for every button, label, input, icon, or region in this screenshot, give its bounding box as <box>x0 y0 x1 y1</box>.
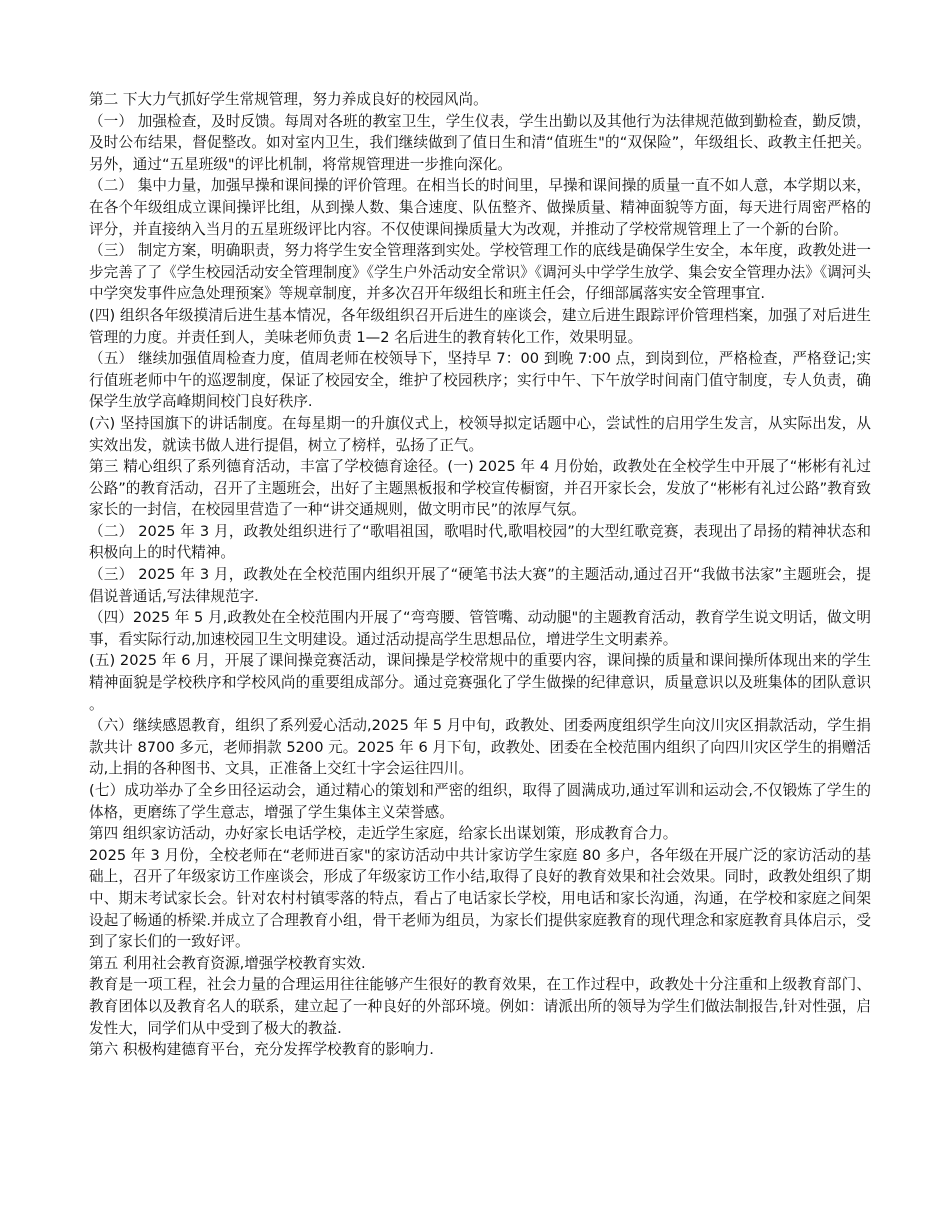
section-2-heading: 第二 下大力气抓好学生常规管理，努力养成良好的校园风尚。 <box>89 91 488 108</box>
section-3-item-2: （二） 2025 年 3 月，政教处组织进行了“歌唱祖国，歌唱时代,歌唱校园”的大型红歌竞赛，表现出了昂扬的精神状态和积极向上的时代精神。 <box>89 522 871 562</box>
section-2-item-2: （二） 集中力量，加强早操和课间操的评价管理。在相当长的时间里，早操和课间操的质量一直不如人意，本学期以来，在各个年级组成立课间操评比组，从到操人数、集合速度、队伍整齐、做操质量、精神面貌等方面，每天进行周密严格的评分，并直接纳入当月的五星班级评比内容。不仅使课间操质量大为改观，并推动了学校常规管理上了一个新的台阶。 <box>89 177 871 238</box>
document-body <box>89 89 871 1061</box>
section-3-item-7: (七）成功举办了全乡田径运动会，通过精心的策划和严密的组织，取得了圆满成功,通过军训和运动会,不仅锻炼了学生的体格，更磨练了学生意志，增强了学生集体主义荣誉感。 <box>89 782 871 821</box>
section-5-body: 教育是一项工程，社会力量的合理运用往往能够产生很好的教育效果，在工作过程中，政教处十分注重和上级教育部门、教育团体以及教育名人的联系，建立起了一种良好的外部环境。例如：请派出所的领导为学生们做法制报告,针对性强，启发性大，同学们从中受到了极大的教益. <box>89 976 871 1037</box>
section-2-item-6: (六) 坚持国旗下的讲话制度。在每星期一的升旗仪式上，校领导拟定话题中心，尝试性的启用学生发言，从实际出发，从实效出发，就读书做人进行提倡，树立了榜样，弘扬了正气。 <box>89 414 871 454</box>
section-4-body: 2025 年 3 月份，全校老师在“老师进百家"的家访活动中共计家访学生家庭 80 多户，各年级在开展广泛的家访活动的基础上，召开了年级家访工作座谈会，形成了年级家访工作小结,取得了良好的教育效果和社会效果。同时，政教处组织了期中、期末考试家长会。针对农村村镇零落的特点，看占了电话家长学校，用电话和家长沟通，沟通，在学校和家庭之间架设起了畅通的桥梁.并成立了合理教育小组，骨干老师为组员，为家长们提供家庭教育的现代理念和家庭教育具体启示，受到了家长们的一致好评。 <box>89 846 871 951</box>
section-3-item-6: （六）继续感恩教育，组织了系列爱心活动,2025 年 5 月中旬，政教处、团委两度组织学生向汶川灾区捐款活动，学生捐款共计 8700 多元，老师捐款 5200 元。2025 年 6 月下旬，政教处、团委在全校范围内组织了向四川灾区学生的捐赠活动,上捐的各种图书、文具，正准备上交红十字会运往四川。 <box>89 717 871 778</box>
section-4-heading: 第四 组织家访活动，办好家长电话学校，走近学生家庭，给家长出谋划策，形成教育合力。 <box>89 825 678 843</box>
section-2-item-4: (四) 组织各年级摸清后进生基本情况，各年级组织召开后进生的座谈会，建立后进生跟踪评价管理档案，加强了对后进生管理的力度。并责任到人，美味老师负责 1—2 名后进生的教育转化工作，效果明显。 <box>89 306 871 346</box>
section-6-heading: 第六 积极构建德育平台，充分发挥学校教育的影响力. <box>89 1041 434 1059</box>
section-3-item-3: （三） 2025 年 3 月，政教处在全校范围内组织开展了“硬笔书法大赛”的主题活动,通过召开“我做书法家”主题班会，提倡说普通话,写法律规范字. <box>89 566 871 605</box>
section-3-item-4: （四）2025 年 5 月,政教处在全校范围内开展了“弯弯腰、管管嘴、动动腿"的主题教育活动，教育学生说文明话，做文明事，看实际行动,加速校园卫生文明建设。通过活动提高学生思想品位，增进学生文明素养。 <box>89 609 871 648</box>
section-2-item-5: （五） 继续加强值周检查力度，值周老师在校领导下，坚持早 7：00 到晚 7:00 点，到岗到位，严格检查，严格登记;实行值班老师中午的巡逻制度，保证了校园安全，维护了校园秩序；实行中午、下午放学时间南门值守制度，专人负责，确保学生放学高峰期间校门良好秩序. <box>89 350 871 411</box>
section-2-item-1: （一） 加强检查，及时反馈。每周对各班的教室卫生，学生仪表，学生出勤以及其他行为法律规范做到勤检查，勤反馈，及时公布结果，督促整改。如对室内卫生，我们继续做到了值日生和清“值班生"的“双保险”，年级组长、政教主任把关。另外，通过“五星班级"的评比机制，将常规管理进一步推向深化。 <box>89 112 871 173</box>
section-3-item-5: (五) 2025 年 6 月，开展了课间操竞赛活动，课间操是学校常规中的重要内容，课间操的质量和课间操所体现出来的学生精神面貌是学校秩序和学校风尚的重要组成部分。通过竞赛强化了学生做操的纪律意识，质量意识以及班集体的团队意识。 <box>89 652 871 713</box>
section-2-item-3: （三） 制定方案，明确职责，努力将学生安全管理落到实处。学校管理工作的底线是确保学生安全，本年度，政教处进一步完善了了《学生校园活动安全管理制度》《学生户外活动安全常识》《调河头中学学生放学、集会安全管理办法》《调河头中学突发事件应急处理预案》等规章制度，并多次召开年级组长和班主任会，仔细部属落实安全管理事宜. <box>89 242 871 303</box>
section-5-heading: 第五 利用社会教育资源,增强学校教育实效. <box>89 954 366 972</box>
section-3-heading-item-1: 第三 精心组织了系列德育活动，丰富了学校德育途径。(一) 2025 年 4 月份始，政教处在全校学生中开展了“彬彬有礼过公路”的教育活动，召开了主题班会，出好了主题黑板报和学校宣传橱窗，并召开家长会，发放了“彬彬有礼过公路”教育致家长的一封信，在校园里营造了一种“讲交通规则，做文明市民”的浓厚气氛。 <box>89 458 871 519</box>
